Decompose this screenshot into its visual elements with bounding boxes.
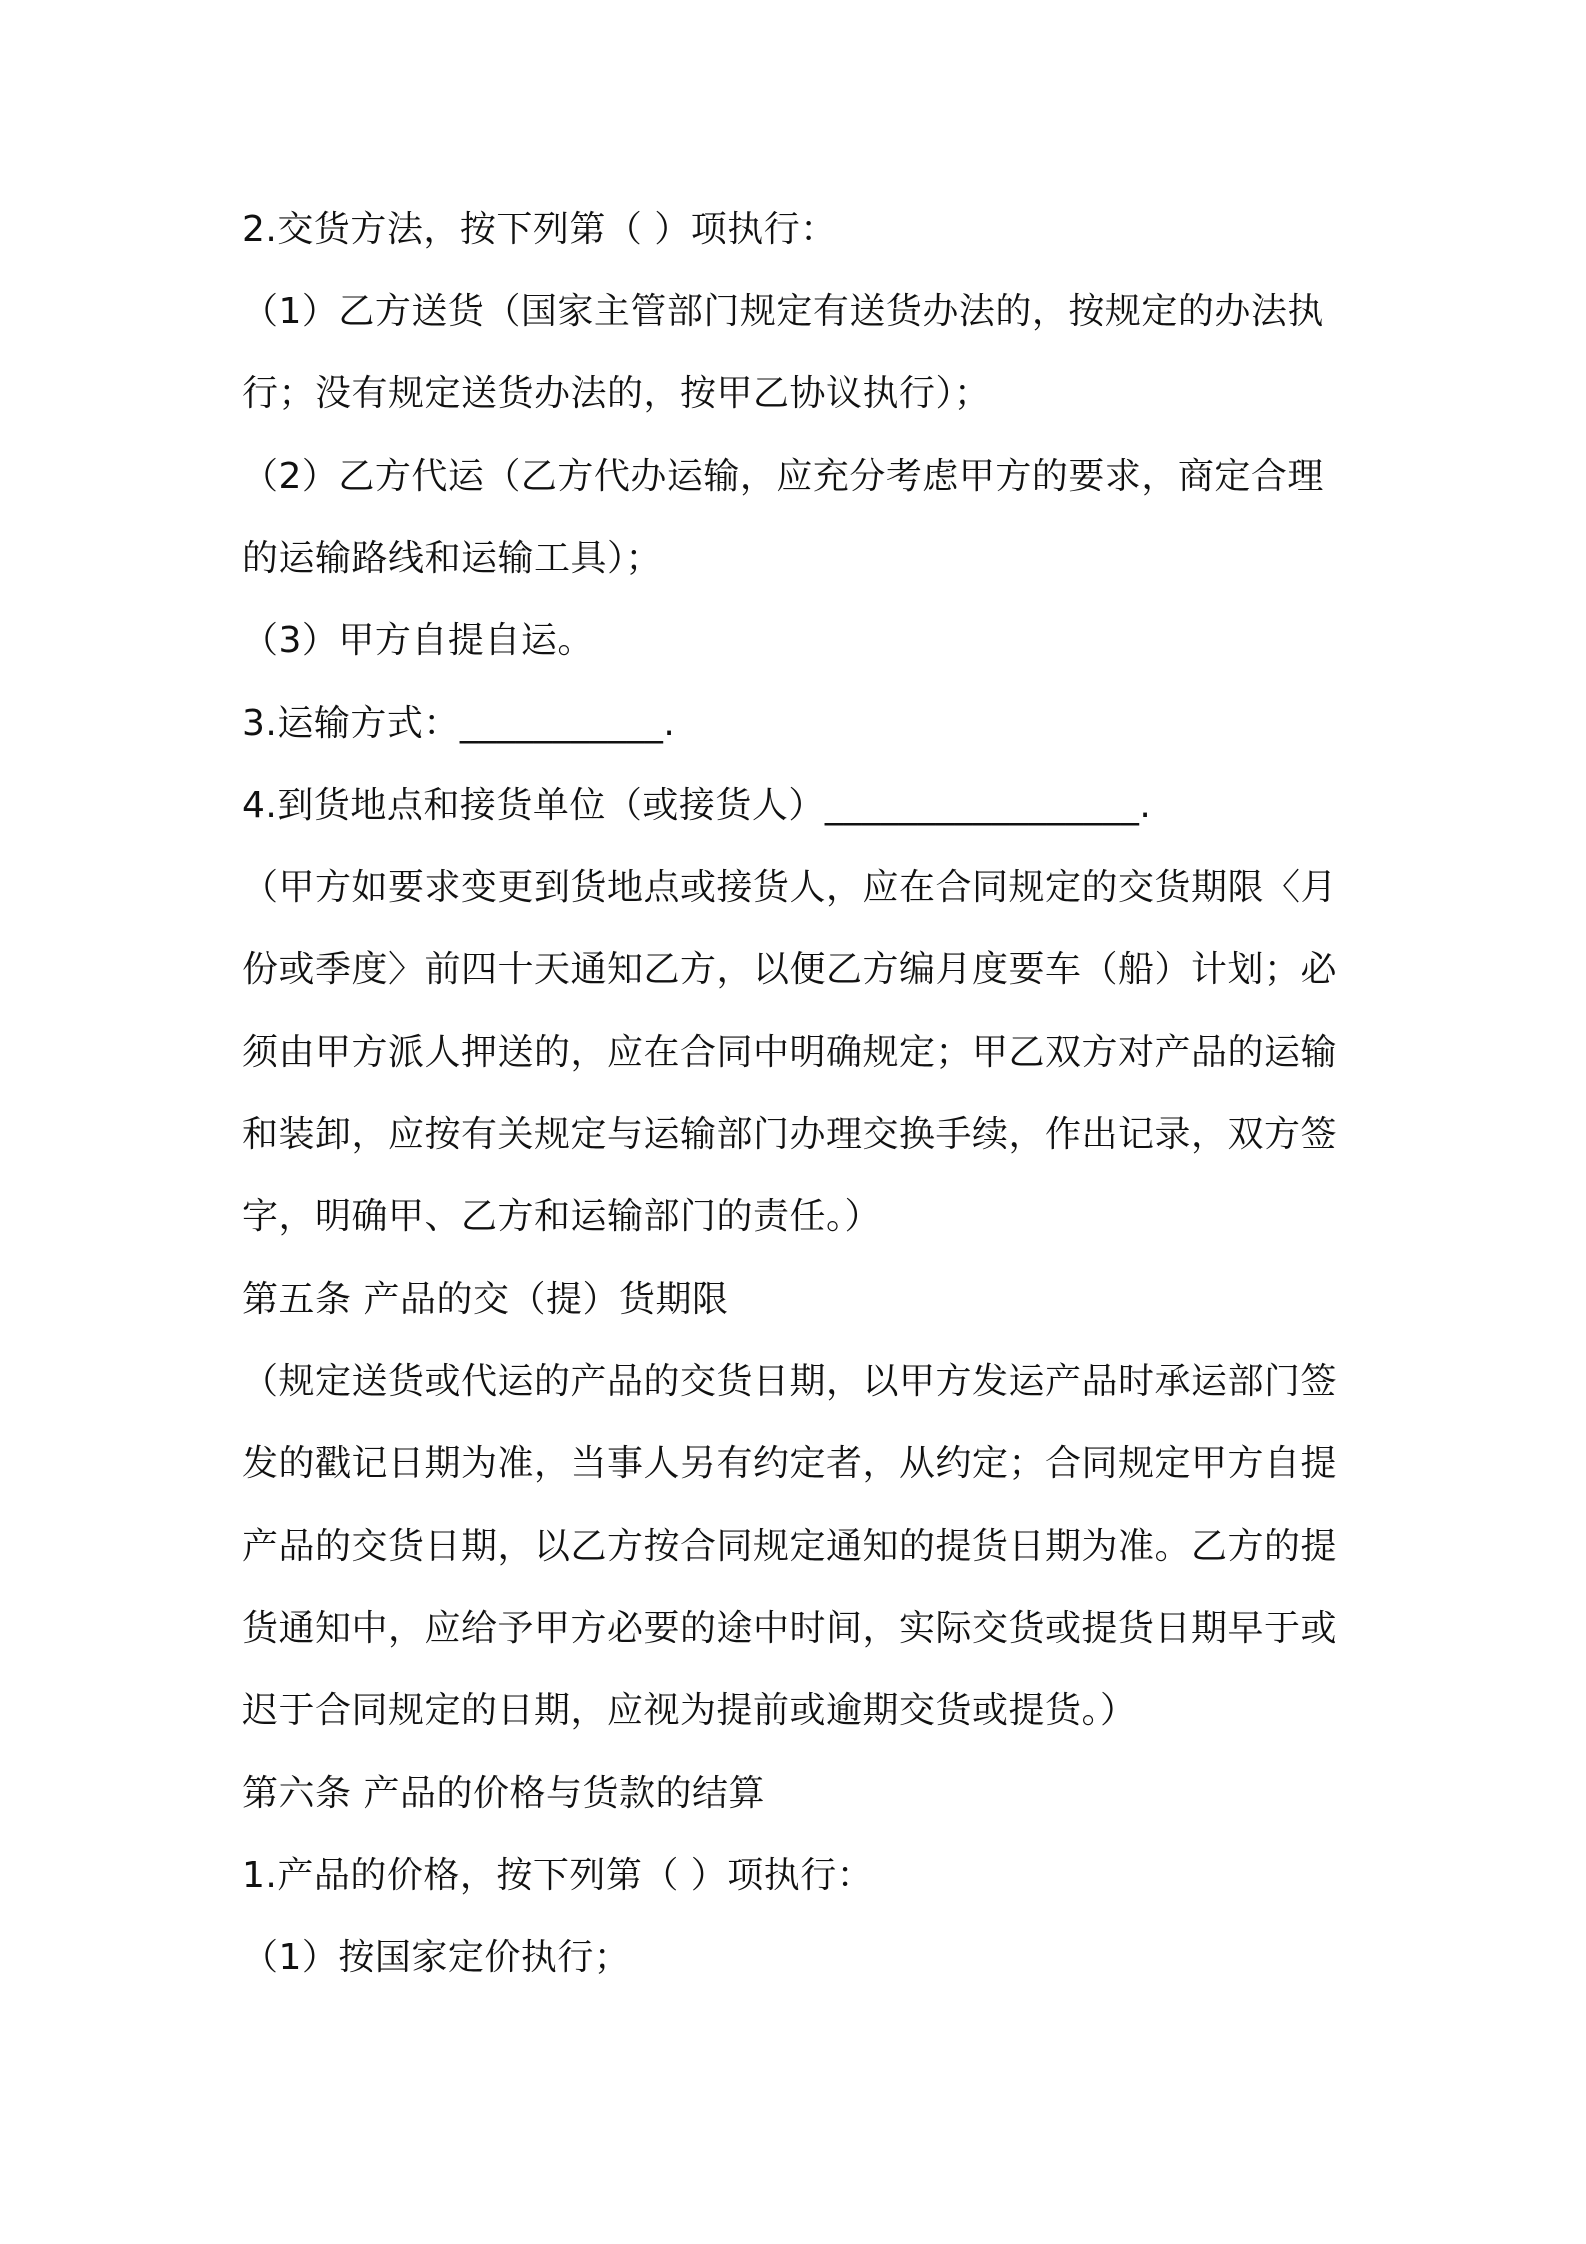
note-location-change-cont-1: 份或季度〉前四十天通知乙方，以便乙方编月度要车（船）计划；必	[242, 949, 1338, 990]
clause-2-delivery-method: 2.交货方法，按下列第（ ）项执行：	[242, 209, 837, 250]
note-location-change-cont-4: 字，明确甲、乙方和运输部门的责任。）	[242, 1196, 882, 1237]
option-2-seller-shipping: （2）乙方代运（乙方代办运输，应充分考虑甲方的要求，商定合理	[242, 456, 1324, 497]
option-3-buyer-pickup: （3）甲方自提自运。	[242, 620, 594, 661]
note-location-change-cont-2: 须由甲方派人押送的，应在合同中明确规定；甲乙双方对产品的运输	[242, 1032, 1338, 1073]
clause-1-product-price: 1.产品的价格，按下列第（ ）项执行：	[242, 1855, 874, 1896]
option-1-seller-delivery-cont: 行；没有规定送货办法的，按甲乙协议执行）；	[242, 373, 991, 414]
article-6-heading: 第六条 产品的价格与货款的结算	[242, 1773, 765, 1814]
option-2-seller-shipping-cont: 的运输路线和运输工具）；	[242, 538, 663, 579]
price-option-1: （1）按国家定价执行；	[242, 1937, 631, 1978]
option-1-seller-delivery: （1）乙方送货（国家主管部门规定有送货办法的，按规定的办法执	[242, 291, 1324, 332]
article-5-note: （规定送货或代运的产品的交货日期，以甲方发运产品时承运部门签	[242, 1361, 1338, 1402]
clause-4-delivery-location: 4.到货地点和接货单位（或接货人）_________________.	[242, 785, 1152, 826]
article-5-note-cont-3: 货通知中，应给予甲方必要的途中时间，实际交货或提货日期早于或	[242, 1608, 1338, 1649]
article-5-note-cont-4: 迟于合同规定的日期，应视为提前或逾期交货或提货。）	[242, 1690, 1137, 1731]
article-5-heading: 第五条 产品的交（提）货期限	[242, 1279, 729, 1320]
note-location-change-cont-3: 和装卸，应按有关规定与运输部门办理交换手续，作出记录，双方签	[242, 1114, 1338, 1155]
note-location-change: （甲方如要求变更到货地点或接货人，应在合同规定的交货期限〈月	[242, 867, 1338, 908]
article-5-note-cont-2: 产品的交货日期，以乙方按合同规定通知的提货日期为准。乙方的提	[242, 1526, 1338, 1567]
clause-3-transport-mode: 3.运输方式：___________.	[242, 703, 676, 744]
article-5-note-cont-1: 发的戳记日期为准，当事人另有约定者，从约定；合同规定甲方自提	[242, 1443, 1338, 1484]
